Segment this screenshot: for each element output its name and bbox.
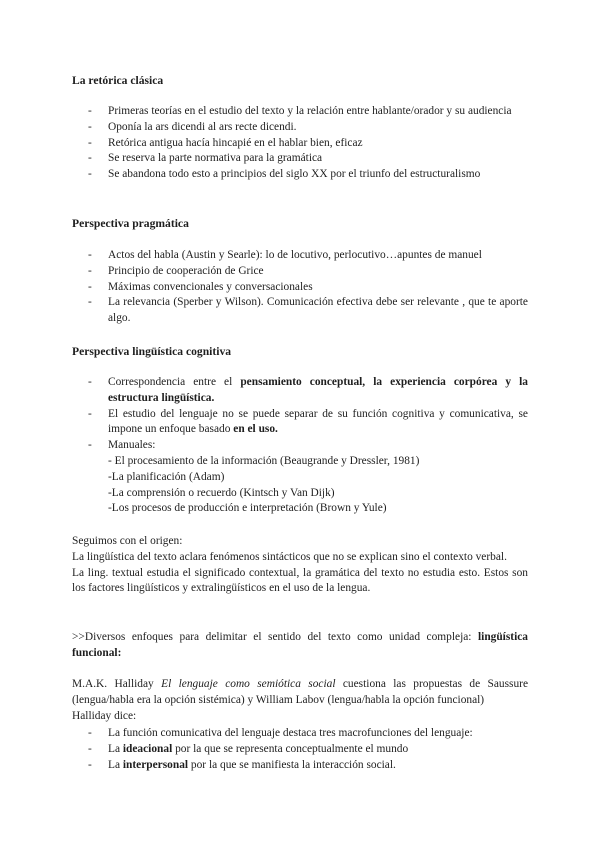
manual-item: -Los procesos de producción e interpretación (Brown y Yule) (108, 502, 387, 515)
manual-item: -La planificación (Adam) (108, 470, 225, 483)
list-item: - La ideacional por la que se representa conceptualmente el mundo (88, 742, 409, 755)
list-item: - Máximas convencionales y conversacionales (88, 280, 313, 293)
list-item: - El estudio del lenguaje no se puede separar de su función cognitiva y comunicativa, se impone un enfoque basado en el uso. (88, 407, 528, 436)
list-item: - Principio de cooperación de Grice (88, 264, 264, 277)
list-item: - Correspondencia entre el pensamiento conceptual, la experiencia corpórea y la estructura lingüística. (88, 376, 528, 404)
list-item: - La interpersonal por la que se manifiesta la interacción social. (88, 758, 396, 771)
manual-item: - El procesamiento de la información (Beaugrande y Dressler, 1981) (108, 454, 420, 467)
retorica-list (0, 104, 528, 183)
halliday-paragraph: M.A.K. Halliday El lenguaje como semiótica social cuestiona las propuestas de Saussure (lengua/habla era la opción sistémica) y William Labov (lengua/habla la opción funcional) Halliday dice: (72, 678, 529, 722)
list-item: - Retórica antigua hacía hincapié en el hablar bien, eficaz (88, 136, 363, 149)
manual-item: -La comprensión o recuerdo (Kintsch y Van Dijk) (108, 486, 335, 499)
section-title-pragmatica: Perspectiva pragmática (72, 217, 189, 230)
list-item: - Se abandona todo esto a principios del siglo XX por el triunfo del estructuralismo (88, 168, 481, 181)
enfoques-paragraph: >>Diversos enfoques para delimitar el sentido del texto como unidad compleja: lingüística funcional: (72, 631, 528, 659)
cognitiva-list (0, 375, 528, 517)
list-item: - Manuales: - El procesamiento de la información (Beaugrande y Dressler, 1981) -La planificación (Adam) -La comprensión o recuerdo (Kintsch y Van Dijk) -Los procesos de producción e interpretación (Brown y Yule) (0, 438, 528, 517)
pragmatica-list (0, 248, 528, 327)
list-item: - Primeras teorías en el estudio del texto y la relación entre hablante/orador y su audiencia (88, 105, 512, 117)
list-item: - La relevancia (Sperber y Wilson). Comunicación efectiva debe ser relevante , que te aporte algo. (88, 296, 528, 325)
list-item: - La función comunicativa del lenguaje destaca tres macrofunciones del lenguaje: (88, 727, 473, 739)
section-title-cognitiva: Perspectiva lingüística cognitiva (72, 345, 232, 358)
list-item: - Oponía la ars dicendi al ars recte dicendi. (88, 120, 297, 133)
origen-paragraph: Seguimos con el origen: La lingüística del texto aclara fenómenos sintácticos que no se explican sino el contexto verbal. La ling. textual estudia el significado contextual, la gramática del texto no estudia esto. Estos son los factores lingüísticos y extralingüísticos en el uso de la lengua. (72, 535, 528, 595)
halliday-list (0, 726, 528, 773)
list-item: - Se reserva la parte normativa para la gramática (88, 152, 323, 165)
section-title-retorica: La retórica clásica (72, 74, 164, 87)
list-item: - Actos del habla (Austin y Searle): lo de locutivo, perlocutivo…apuntes de manuel (88, 249, 482, 261)
